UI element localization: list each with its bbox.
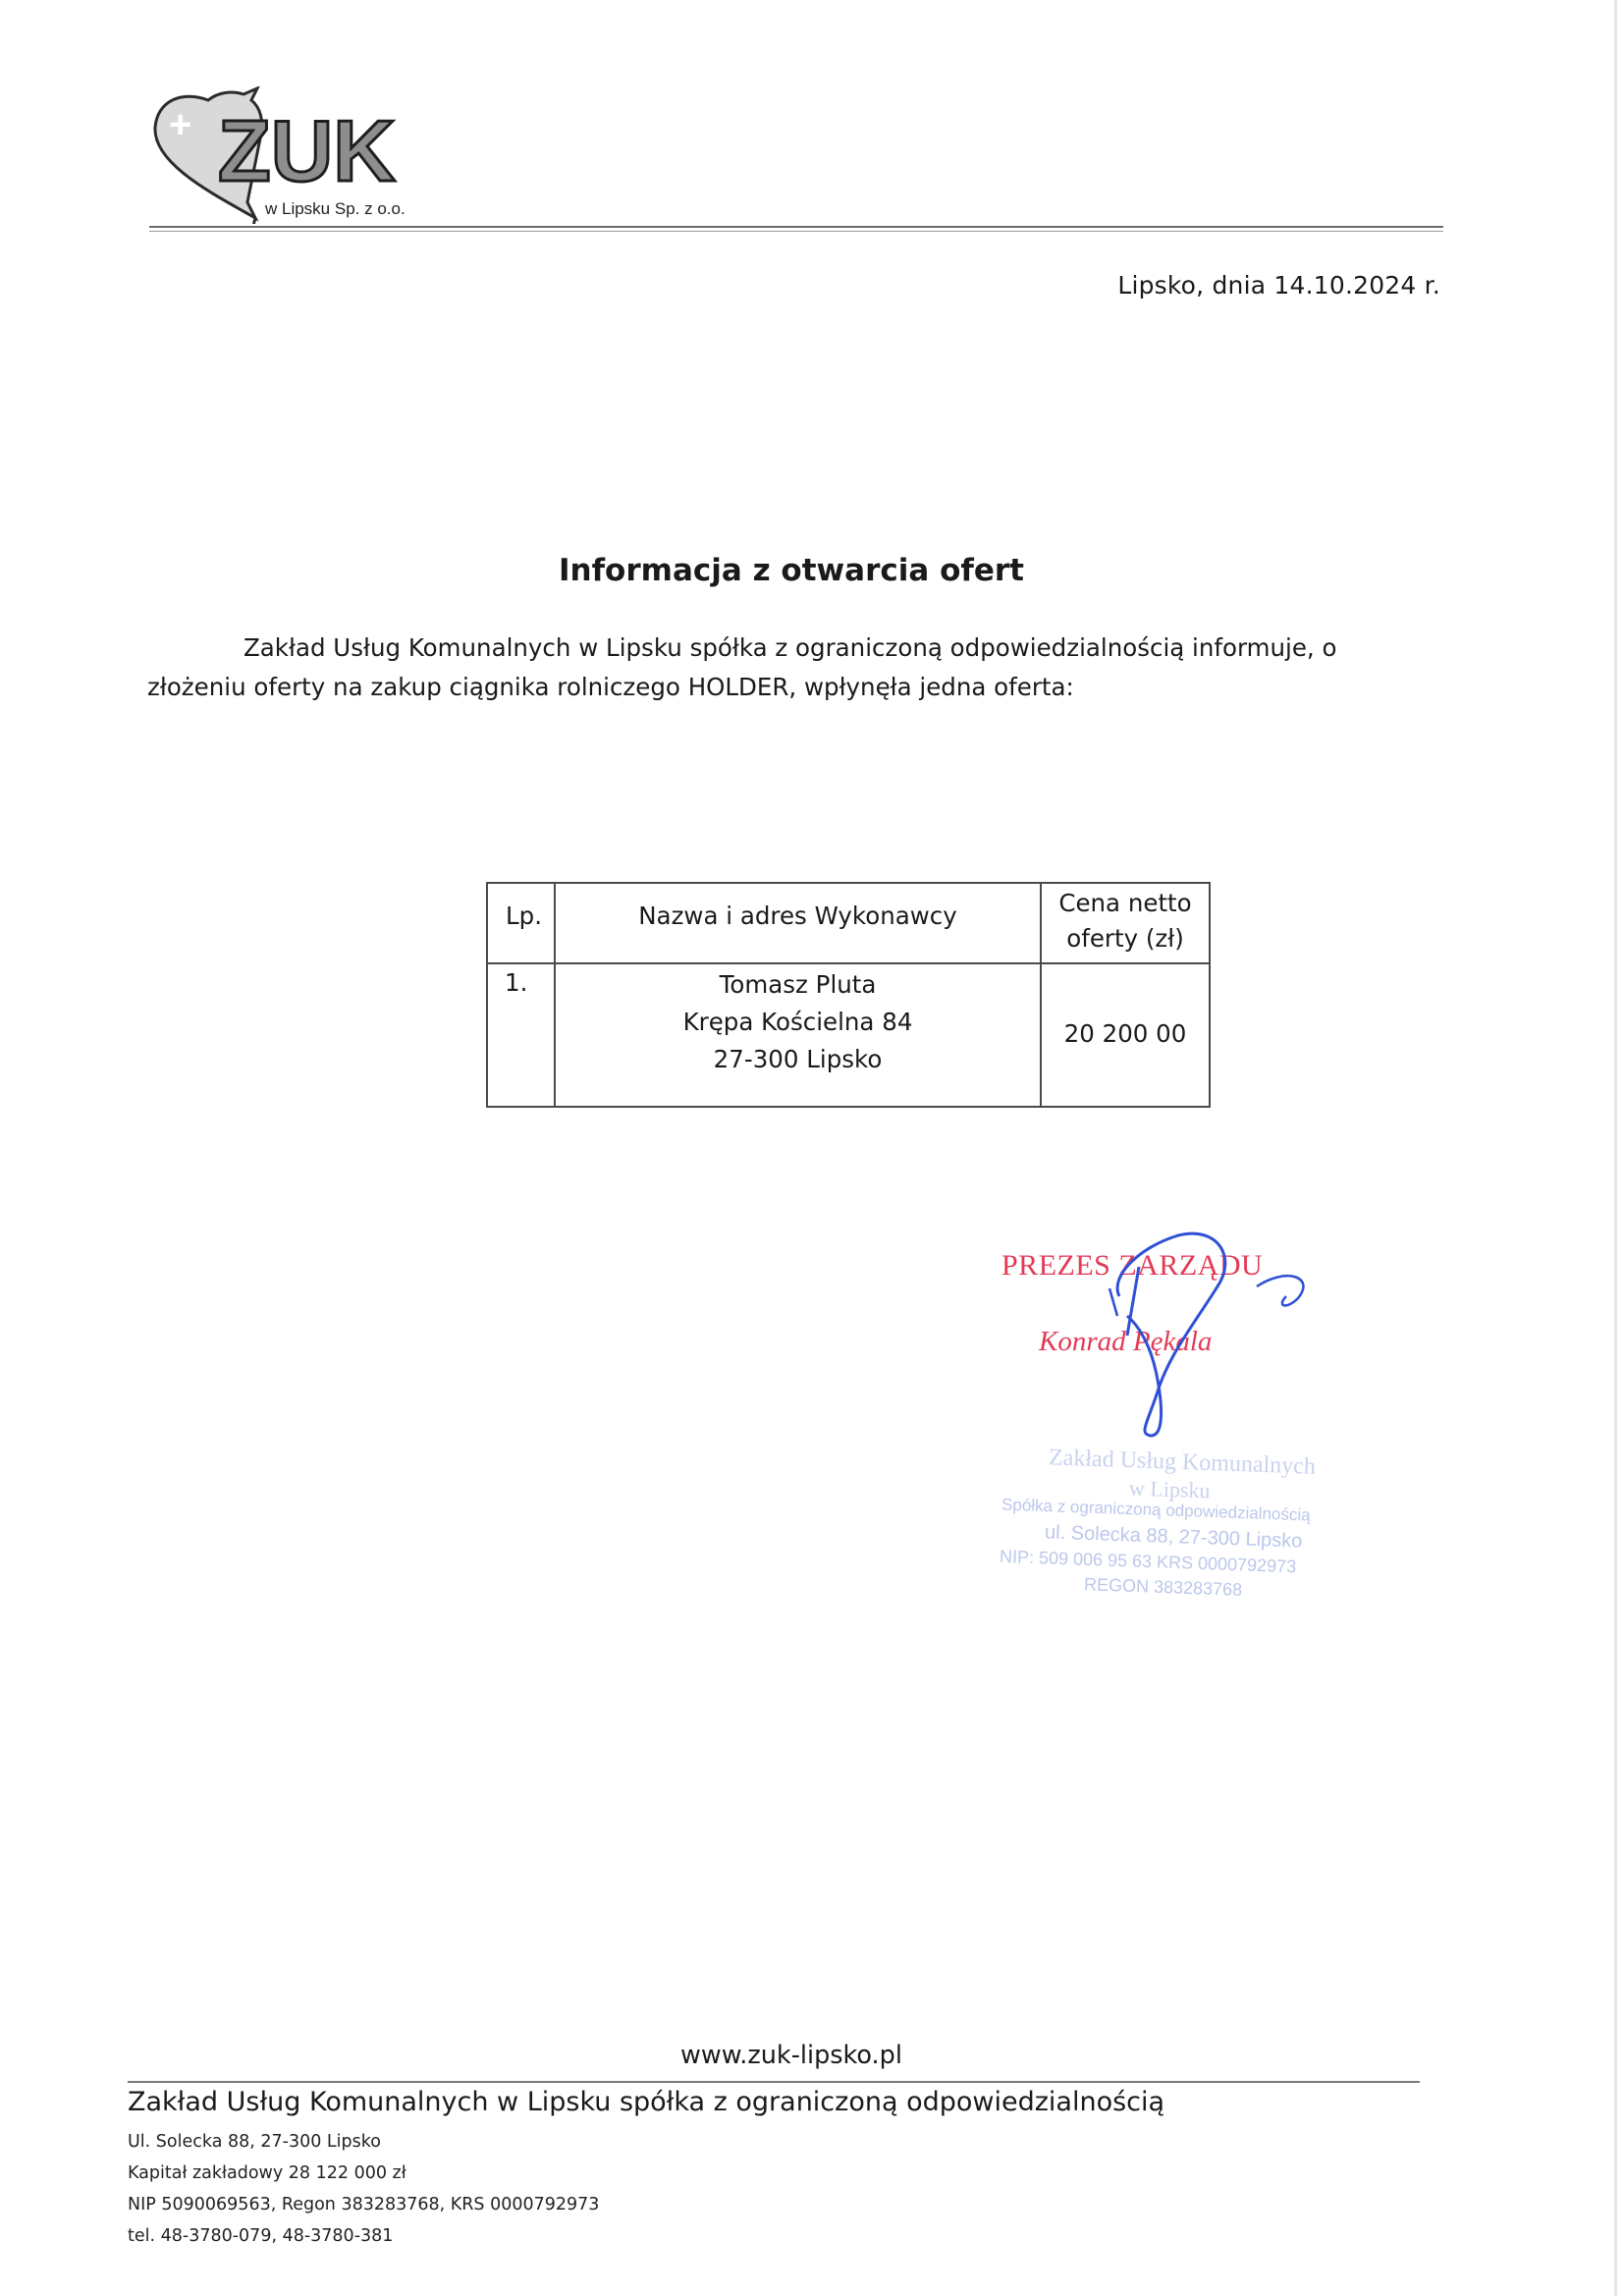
company-stamp-line-2: w Lipsku [1128,1475,1211,1503]
row-contractor [555,963,1041,1107]
offers-table [486,882,1211,1108]
company-stamp-line-3: Spółka z ograniczoną odpowiedzialnością [1001,1495,1311,1525]
company-logo [149,86,463,224]
company-stamp-line-6: REGON 383283768 [1083,1574,1243,1600]
signature-stamp-name: Konrad Pękala [1039,1326,1213,1357]
footer-capital: Kapitał zakładowy 28 122 000 zł [128,2163,406,2183]
logo-plus: + [169,103,192,146]
footer-phone: tel. 48-3780-079, 48-3780-381 [128,2226,394,2246]
footer-company-name: Zakład Usług Komunalnych w Lipsku spółka z ograniczoną odpowiedzialnością [128,2087,1165,2117]
header-price-line-1: Cena netto [1058,889,1192,917]
header-price-line-2: oferty (zł) [1066,924,1184,953]
header-price [1041,883,1210,963]
row-lp [487,963,555,1107]
signature-stamp-title: PREZES ZARZĄDU [1001,1249,1264,1282]
footer-website-link[interactable]: www.zuk-lipsko.pl [680,2041,902,2070]
row-price [1041,963,1210,1107]
table-header-row [487,883,1210,963]
footer-address: Ul. Solecka 88, 27-300 Lipsko [128,2132,381,2152]
header-lp [487,883,555,963]
company-stamp-line-1: Zakład Usług Komunalnych [1048,1445,1317,1480]
document-date: Lipsko, dnia 14.10.2024 r. [1117,271,1440,300]
header-lp-text: Lp. [506,902,542,930]
offer-price: 20 200 00 [1063,1019,1187,1048]
header-name-text: Nazwa i adres Wykonawcy [638,902,957,930]
intro-paragraph [147,629,1365,707]
header-rule-thin [149,231,1443,232]
logo-subtitle: w Lipsku Sp. z o.o. [265,199,406,218]
footer-rule [128,2081,1420,2083]
table-row [487,963,1210,1107]
company-stamp-line-4: ul. Solecka 88, 27-300 Lipsko [1044,1521,1303,1553]
row-lp-text: 1. [505,968,528,997]
logo-mark: ZUK [218,102,396,199]
contractor-name: Tomasz Pluta [719,970,877,999]
intro-line-1: Zakład Usług Komunalnych w Lipsku spółka z ograniczoną odpowiedzialnością informuje, o [243,633,1337,662]
scan-edge [1614,0,1617,2296]
header-name [555,883,1041,963]
contractor-street: Krępa Kościelna 84 [682,1008,913,1036]
company-stamp-line-5: NIP: 509 006 95 63 KRS 0000792973 [999,1546,1297,1577]
intro-line-2: złożeniu oferty na zakup ciągnika rolniczego HOLDER, wpłynęła jedna oferta: [147,673,1074,701]
document-title: Informacja z otwarcia ofert [558,553,1025,588]
footer-ids: NIP 5090069563, Regon 383283768, KRS 0000792973 [128,2195,600,2214]
header-rule [149,226,1443,228]
contractor-city: 27-300 Lipsko [713,1045,883,1073]
